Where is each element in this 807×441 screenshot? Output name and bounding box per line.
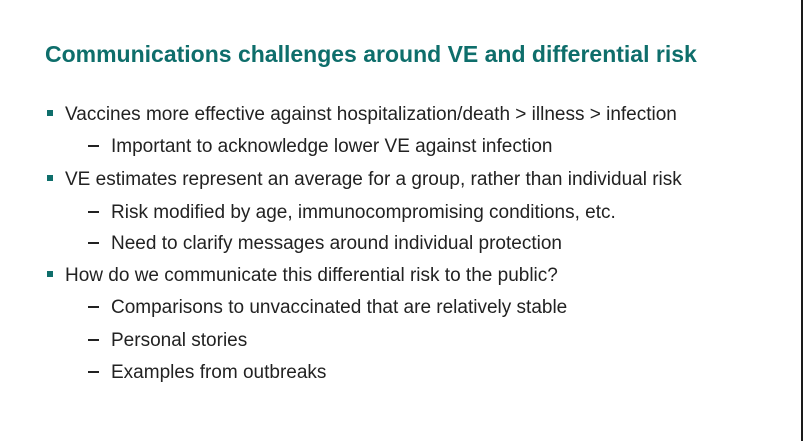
sub-bullet-text: Comparisons to unvaccinated that are relatively stable <box>111 297 568 318</box>
sub-bullet-item <box>88 231 562 257</box>
sub-bullet-item <box>88 360 326 386</box>
bullet-item <box>47 167 682 193</box>
dash-bullet-icon <box>88 339 99 341</box>
dash-bullet-icon <box>88 371 99 373</box>
bullet-text: Vaccines more effective against hospitalization/death > illness > infection <box>65 104 677 125</box>
bullet-text: How do we communicate this differential risk to the public? <box>65 265 558 286</box>
sub-bullet-text: Risk modified by age, immunocompromising conditions, etc. <box>111 202 616 223</box>
sub-bullet-item <box>88 328 247 354</box>
sub-bullet-item <box>88 134 552 160</box>
bullet-text: VE estimates represent an average for a group, rather than individual risk <box>65 169 682 190</box>
dash-bullet-icon <box>88 242 99 244</box>
square-bullet-icon <box>47 175 53 181</box>
sub-bullet-text: Personal stories <box>111 330 248 351</box>
dash-bullet-icon <box>88 211 99 213</box>
sub-bullet-item <box>88 295 567 321</box>
slide-title: Communications challenges around VE and differential risk <box>45 41 697 67</box>
bullet-item <box>47 263 558 289</box>
sub-bullet-text: Examples from outbreaks <box>111 362 327 383</box>
square-bullet-icon <box>47 110 53 116</box>
sub-bullet-text: Need to clarify messages around individual protection <box>111 233 562 254</box>
sub-bullet-text: Important to acknowledge lower VE against infection <box>111 136 553 157</box>
square-bullet-icon <box>47 271 53 277</box>
sub-bullet-item <box>88 200 616 226</box>
slide-border <box>801 0 803 441</box>
dash-bullet-icon <box>88 306 99 308</box>
dash-bullet-icon <box>88 145 99 147</box>
bullet-item <box>47 102 677 128</box>
